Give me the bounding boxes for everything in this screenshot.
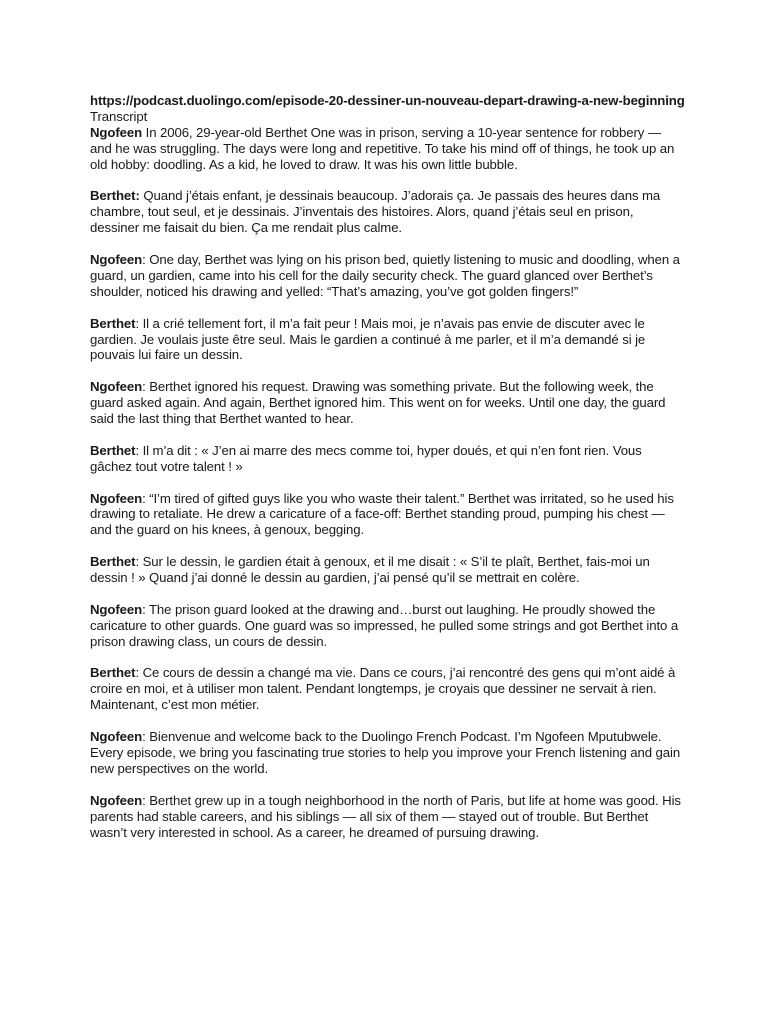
speaker-name: Berthet [90,665,136,681]
speaker-name: Ngofeen [90,792,143,808]
speaker-name: Berthet [90,554,136,570]
transcript-paragraph [90,729,685,777]
paragraph-text: In 2006, 29-year-old Berthet One was in prison, serving a 10-year sentence for robbery — and he was struggling. The days were long and repetitive. To take his mind off of things, he took up an old hobby: doodling. As a kid, he loved to draw. It was his own little bubble. [90,124,675,172]
paragraph-text: : One day, Berthet was lying on his prison bed, quietly listening to music and doodling, when a guard, un gardien, came into his cell for the daily security check. The guard glanced over Berthet’s shoulder, noticed his drawing and yelled: “That’s amazing, you’ve got golden fingers!” [90,252,680,299]
episode-url[interactable]: https://podcast.duolingo.com/episode-20-dessiner-un-nouveau-depart-drawing-a-new-beginning [90,93,685,108]
transcript-label: Transcript [90,108,148,124]
speaker-name: Ngofeen [90,729,143,745]
speaker-name: Ngofeen [90,490,143,506]
transcript-paragraph [90,554,685,586]
speaker-name: Ngofeen [90,379,143,395]
paragraph-text: : Berthet ignored his request. Drawing was something private. But the following week, the guard asked again. And again, Berthet ignored him. This went on for weeks. Until one day, the guard said the last thing that Berthet wanted to hear. [90,379,666,427]
paragraph-text: : The prison guard looked at the drawing and…burst out laughing. He proudly showed the caricature to other guards. One guard was so impressed, he pulled some strings and got Berthet into a prison drawing class, un cours de dessin. [90,601,679,649]
transcript-paragraph [90,602,685,650]
speaker-name: Ngofeen [90,124,143,140]
paragraph-text: Quand j’étais enfant, je dessinais beaucoup. J’adorais ça. Je passais des heures dans ma chambre, tout seul, et je dessinais. J’inventais des histoires. Alors, quand j’étais seul en prison, dessiner me faisait du bien. Ça me rendait plus calme. [90,188,661,236]
speaker-name: Ngofeen [90,252,143,268]
paragraph-text: : Il m’a dit : « J’en ai marre des mecs comme toi, hyper doués, et qui n’en font rien. Vous gâchez tout votre talent ! » [90,442,642,474]
speaker-name: Berthet [90,315,136,331]
transcript-paragraph [90,793,685,841]
transcript-paragraph [90,125,685,173]
speaker-name: Berthet [90,442,136,458]
paragraph-text: : Il a crié tellement fort, il m’a fait peur ! Mais moi, je n’avais pas envie de discuter avec le gardien. Je voulais juste être seul. Mais le gardien a continué à me parler, et il m’a demandé si je pouvais lui faire un dessin. [90,315,646,363]
transcript-paragraph [90,252,685,300]
paragraph-text: : Bienvenue and welcome back to the Duolingo French Podcast. I’m Ngofeen Mputubwele. Every episode, we bring you fascinating true stories to help you improve your French listening and gain new perspectives on the world. [90,729,681,776]
transcript-paragraph [90,443,685,475]
speaker-name: Berthet: [90,188,140,204]
transcript-paragraph [90,316,685,364]
paragraph-text: : Ce cours de dessin a changé ma vie. Dans ce cours, j’ai rencontré des gens qui m’ont aidé à croire en moi, et à utiliser mon talent. Pendant longtemps, je croyais que dessiner ne servait à rien. Maintenant, c’est mon métier. [90,665,676,713]
transcript-paragraph [90,379,685,427]
paragraph-text: : Berthet grew up in a tough neighborhood in the north of Paris, but life at home was good. His parents had stable careers, and his siblings — all six of them — stayed out of trouble. But Berthet wasn’t very interested in school. As a career, he dreamed of pursuing drawing. [90,792,681,840]
transcript-page [90,93,685,856]
speaker-name: Ngofeen [90,601,143,617]
transcript-paragraph [90,491,685,539]
transcript-paragraph [90,188,685,236]
transcript-paragraph [90,665,685,713]
paragraph-text: : Sur le dessin, le gardien était à genoux, et il me disait : « S’il te plaît, Berthet, fais-moi un dessin ! » Quand j’ai donné le dessin au gardien, j’ai pensé qu’il se mettrait en colère. [90,554,650,586]
paragraph-text: : “I’m tired of gifted guys like you who waste their talent.” Berthet was irritated, so he used his drawing to retaliate. He drew a caricature of a face-off: Berthet standing proud, pumping his chest — and the guard on his knees, à genoux, begging. [90,490,674,538]
